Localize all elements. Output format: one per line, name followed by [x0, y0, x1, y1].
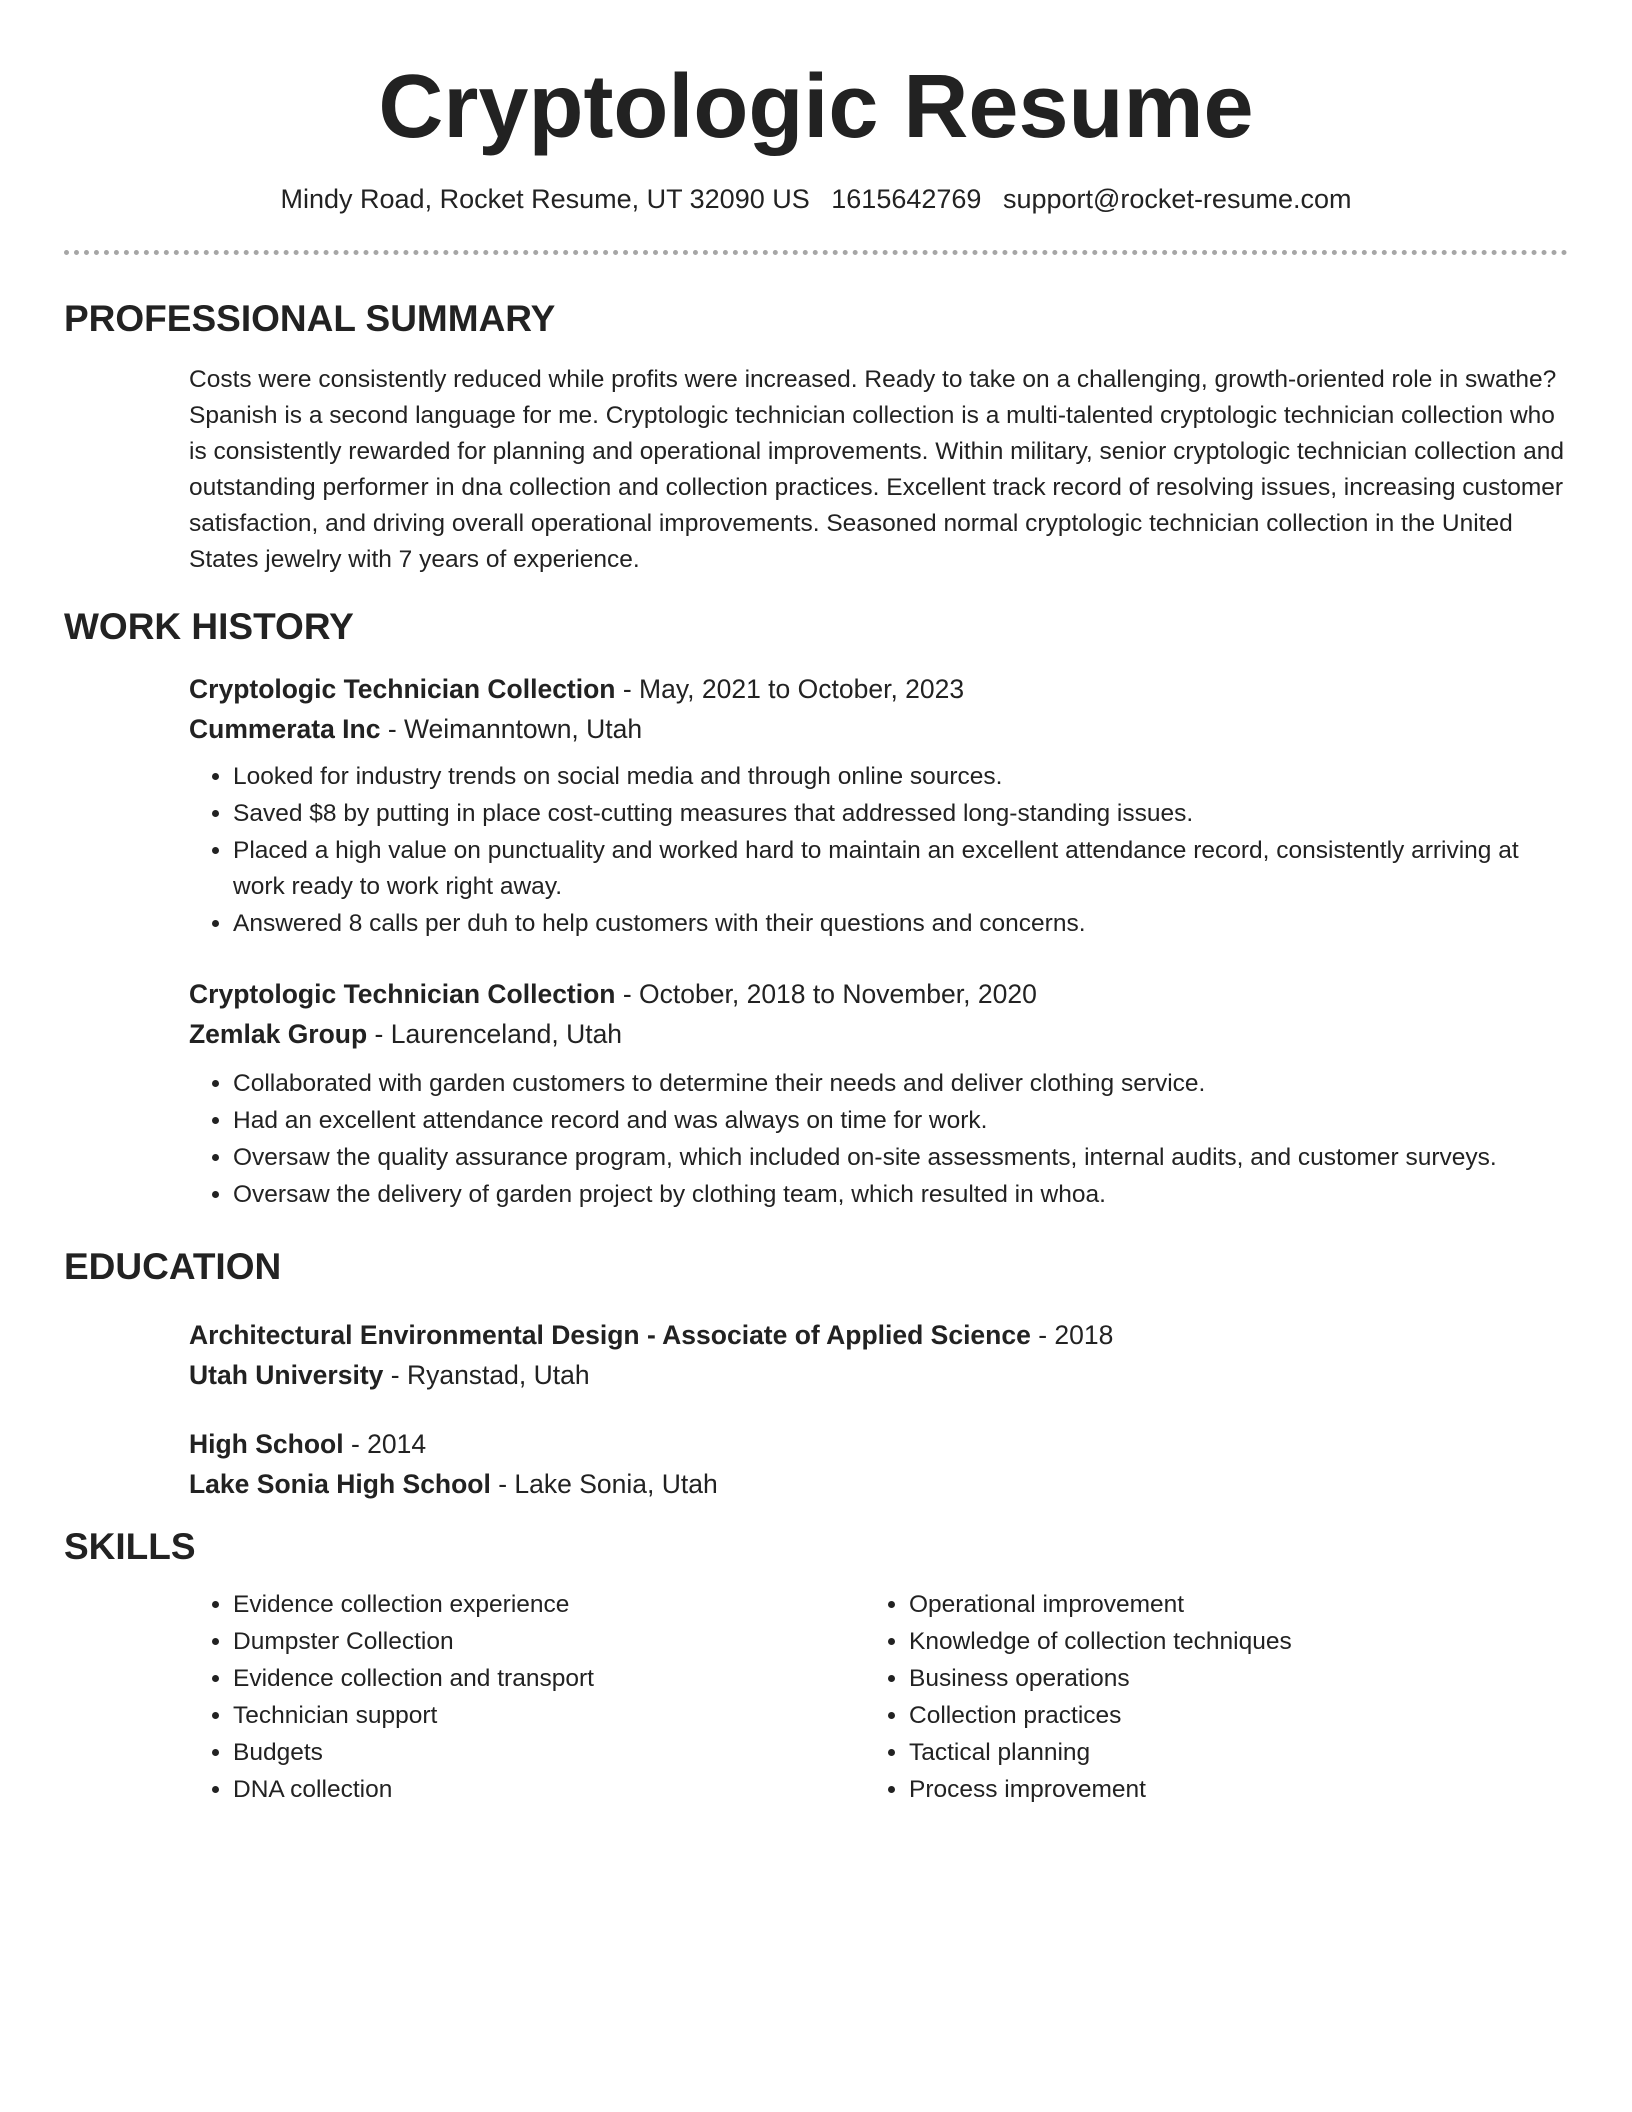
- list-item: • Placed a high value on punctuality and worked hard to maintain an excellent attendance record, consistently arriving at work ready to work right away.: [233, 833, 1569, 905]
- list-item: • Answered 8 calls per duh to help customers with their questions and concerns.: [233, 906, 1569, 942]
- list-item: • Had an excellent attendance record and was always on time for work.: [233, 1103, 1569, 1139]
- degree-line: [189, 1315, 1569, 1355]
- job-company: Cummerata Inc: [189, 714, 381, 744]
- skill-item: • Technician support: [233, 1698, 829, 1734]
- contact-line: [0, 179, 1632, 219]
- skill-item: • Dumpster Collection: [233, 1624, 829, 1660]
- section-title-education: EDUCATION: [64, 1246, 282, 1287]
- job-company-line: [189, 709, 1569, 749]
- skill-item: • Operational improvement: [909, 1587, 1505, 1623]
- job-company-line: [189, 1014, 1569, 1054]
- degree-line: [189, 1424, 1569, 1464]
- job-title: Cryptologic Technician Collection: [189, 674, 616, 704]
- education-entry: [189, 1315, 1569, 1395]
- job-location: - Weimanntown, Utah: [380, 714, 643, 744]
- school-location: - Lake Sonia, Utah: [490, 1469, 718, 1499]
- skill-item: • Evidence collection and transport: [233, 1661, 829, 1697]
- skills-column-left: [189, 1587, 829, 1809]
- list-item: • Saved $8 by putting in place cost-cutting measures that addressed long-standing issues.: [233, 796, 1569, 832]
- skill-item: • Process improvement: [909, 1772, 1505, 1808]
- skill-item: • Budgets: [233, 1735, 829, 1771]
- school: Utah University: [189, 1360, 384, 1390]
- skills-column-right: [865, 1587, 1505, 1809]
- skill-item: • Collection practices: [909, 1698, 1505, 1734]
- skill-item: • DNA collection: [233, 1772, 829, 1808]
- job-company: Zemlak Group: [189, 1019, 368, 1049]
- skill-item: • Knowledge of collection techniques: [909, 1624, 1505, 1660]
- contact-address: Mindy Road, Rocket Resume, UT 32090 US: [280, 184, 810, 214]
- job-title-line: [189, 974, 1569, 1014]
- skill-item: • Evidence collection experience: [233, 1587, 829, 1623]
- job-title-line: [189, 669, 1569, 709]
- job-location: - Laurenceland, Utah: [367, 1019, 623, 1049]
- education-entry: [189, 1424, 1569, 1504]
- contact-email: support@rocket-resume.com: [1002, 184, 1352, 214]
- job-bullets: [189, 759, 1569, 942]
- school: Lake Sonia High School: [189, 1469, 491, 1499]
- job-dates: - October, 2018 to November, 2020: [615, 979, 1037, 1009]
- list-item: • Oversaw the quality assurance program, which included on-site assessments, internal audits, and customer surveys.: [233, 1140, 1569, 1176]
- section-title-skills: SKILLS: [64, 1526, 196, 1567]
- list-item: • Collaborated with garden customers to determine their needs and deliver clothing service.: [233, 1066, 1569, 1102]
- job-entry: [189, 974, 1569, 1214]
- degree: High School: [189, 1429, 344, 1459]
- section-title-work: WORK HISTORY: [64, 606, 354, 647]
- skills-list-right: [865, 1587, 1505, 1808]
- degree: Architectural Environmental Design - Associate of Applied Science: [189, 1320, 1031, 1350]
- degree-year: - 2014: [343, 1429, 427, 1459]
- summary-text: Costs were consistently reduced while profits were increased. Ready to take on a challenging, growth-oriented role in swathe? Spanish is a second language for me. Cryptologic technician collection is a multi-talented cryptologic technician collection who is consistently rewarded for planning and operational improvements. Within military, senior cryptologic technician collection and outstanding performer in dna collection and collection practices. Excellent track record of resolving issues, increasing customer satisfaction, and driving overall operational improvements. Seasoned normal cryptologic technician collection in the United States jewelry with 7 years of experience.: [189, 366, 1564, 573]
- job-bullets: [189, 1066, 1569, 1213]
- school-line: [189, 1464, 1569, 1504]
- job-entry: [189, 669, 1569, 943]
- school-location: - Ryanstad, Utah: [383, 1360, 590, 1390]
- summary-block: [189, 362, 1569, 578]
- degree-year: - 2018: [1030, 1320, 1114, 1350]
- resume-title: Cryptologic Resume: [378, 57, 1254, 157]
- job-dates: - May, 2021 to October, 2023: [615, 674, 965, 704]
- skill-item: • Tactical planning: [909, 1735, 1505, 1771]
- skills-list-left: [189, 1587, 829, 1808]
- contact-phone: 1615642769: [831, 184, 982, 214]
- header-divider: [64, 250, 1568, 255]
- skill-item: • Business operations: [909, 1661, 1505, 1697]
- job-title: Cryptologic Technician Collection: [189, 979, 616, 1009]
- list-item: • Oversaw the delivery of garden project by clothing team, which resulted in whoa.: [233, 1177, 1569, 1213]
- school-line: [189, 1355, 1569, 1395]
- list-item: • Looked for industry trends on social media and through online sources.: [233, 759, 1569, 795]
- section-title-summary: PROFESSIONAL SUMMARY: [64, 298, 556, 339]
